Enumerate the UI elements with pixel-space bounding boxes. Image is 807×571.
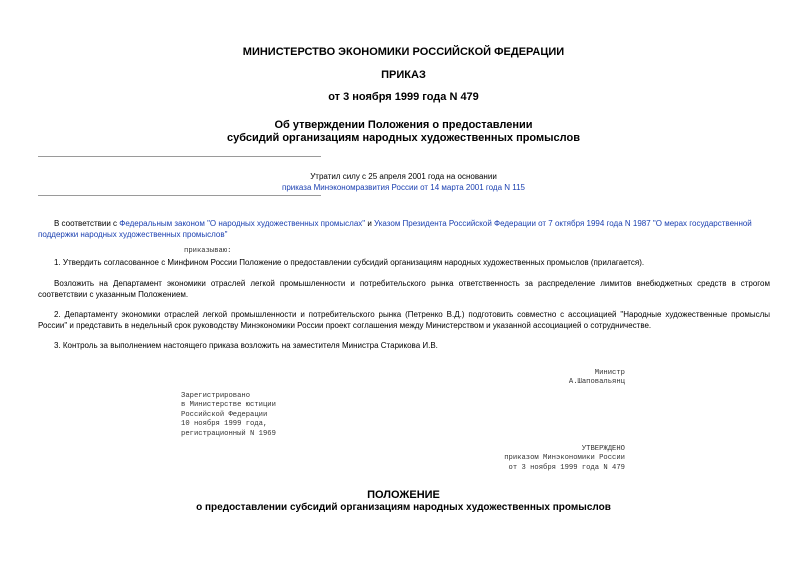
paragraph-3: 3. Контроль за выполнением настоящего приказа возложить на заместителя Министра Старикова И.В. bbox=[54, 341, 438, 350]
signature-role: Министр bbox=[594, 369, 625, 377]
ministry-heading: МИНИСТЕРСТВО ЭКОНОМИКИ РОССИЙСКОЙ ФЕДЕРАЦИИ bbox=[242, 46, 565, 58]
doc-type-heading: ПРИКАЗ bbox=[381, 69, 426, 81]
paragraph-2: 2. Департаменту экономики отраслей легкой промышленности и потребительского рынка (Петренко В.Д.) подготовить совместно с ассоциацией "Народные художественные промыслы России" и представить в недельный срок руководству Минэкономики России проект соглашения между Министерством и указанной ассоциацией о сотрудничестве. bbox=[38, 310, 770, 330]
signature-name: А.Шаповальянц bbox=[568, 378, 625, 386]
doc-date-number: от 3 ноября 1999 года N 479 bbox=[328, 91, 479, 103]
regulation-title: ПОЛОЖЕНИЕ bbox=[367, 489, 440, 501]
doc-title-line1: Об утверждении Положения о предоставлении bbox=[274, 119, 533, 131]
registration-block: Зарегистрировано в Министерстве юстиции Российской Федерации 10 ноября 1999 года, регистрационный N 1969 bbox=[181, 392, 276, 438]
repeal-note-line1: Утратил силу с 25 апреля 2001 года на основании bbox=[310, 172, 497, 181]
repeal-note bbox=[0, 171, 807, 193]
preamble-text-2: и bbox=[365, 219, 375, 228]
approved-block: УТВЕРЖДЕНО приказом Минэкономики России от 3 ноября 1999 года N 479 bbox=[504, 445, 625, 472]
repeal-order-link[interactable]: приказа Минэкономразвития России от 14 марта 2001 года N 115 bbox=[281, 183, 526, 192]
preamble-text-1: В соответствии с bbox=[54, 219, 120, 228]
top-divider bbox=[38, 156, 321, 157]
preamble bbox=[38, 218, 770, 240]
paragraph-1: 1. Утвердить согласованное с Минфином России Положение о предоставлении субсидий организациям народных художественных промыслов (прилагается). bbox=[54, 258, 645, 267]
paragraph-1-responsibility: Возложить на Департамент экономики отраслей легкой промышленности и потребительского рынка ответственность за распределение лимитов внебюджетных средств в строгом соответствии с указанным Положением. bbox=[38, 279, 770, 299]
order-word: приказываю: bbox=[184, 247, 232, 255]
bottom-divider bbox=[38, 195, 321, 196]
regulation-subtitle: о предоставлении субсидий организациям народных художественных промыслов bbox=[196, 502, 611, 513]
doc-title-line2: субсидий организациям народных художественных промыслов bbox=[227, 132, 580, 144]
presidential-decree-link[interactable]: Указом Президента Российской Федерации от 7 октября 1994 года N 1987 "О мерах государственной поддержки народных художественных промыслов" bbox=[38, 219, 752, 239]
federal-law-link[interactable]: Федеральным законом "О народных художественных промыслах" bbox=[119, 219, 366, 228]
